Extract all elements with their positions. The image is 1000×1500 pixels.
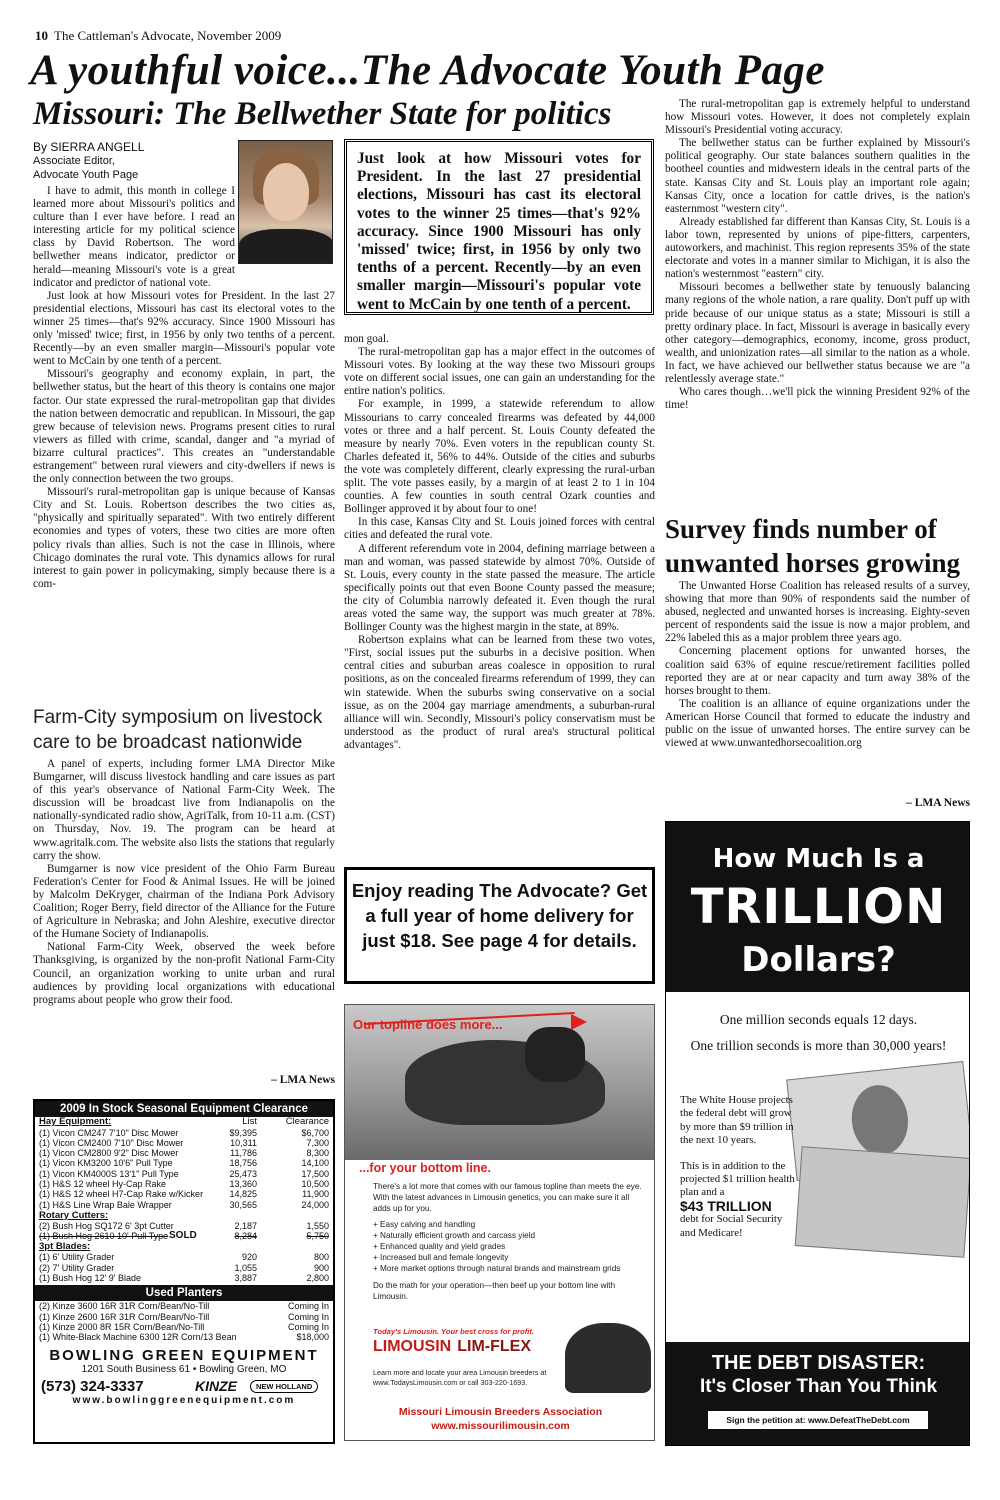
trillion-q3: Dollars? xyxy=(741,940,896,980)
kinze-logo: KINZE xyxy=(195,1378,237,1395)
item-name: (2) 7' Utility Grader xyxy=(39,1262,115,1273)
item-name: (1) White-Black Machine 6300 12R Corn/13 Bean xyxy=(39,1332,237,1343)
trillion-q2: TRILLION xyxy=(690,879,947,935)
list-item: + Naturally efficient growth and carcass yield xyxy=(373,1231,536,1240)
clearance-price: 24,000 xyxy=(301,1199,329,1210)
table-row xyxy=(35,1189,333,1199)
paragraph: Missouri's rural-metropolitan gap is unique because of Kansas City and St. Louis. Robertson describes the two cities as, "physically and spiritually separated". With two entirely different economies and types of voters, these two cities are more often policy rivals than allies. Such is not the case in Illinois, where Chicago dominates the rural vote. This dynamics allows for rural interest to gain power in policymaking, simply because there is a com- xyxy=(33,486,335,590)
paragraph: A different referendum vote in 2004, defining marriage between a man and woman, was passed statewide by almost 70%. Outside of St. Louis, every county in the state passed the measure. The article specifically points out that even Boone County passed the measure; the city of Columbia narrowly defeated it. Even though the rural areas voted the same way, the support was much greater at 78%. Bollinger County was the highest margin in the state, at 89%. xyxy=(344,542,655,634)
table-row xyxy=(35,1138,333,1148)
equipment-ad xyxy=(33,1099,335,1444)
sold-list-price: 8,284 xyxy=(234,1231,257,1242)
paragraph: The bellwether status can be further explained by Missouri's political geography. Our state balances southern qualities in the bootheel counties and midwestern ideals in the central parts of the state. Kansas City and St. Louis play an important role again; Kansas City, once a location for cattle drives, is the nation's easternmost "western city". xyxy=(665,137,970,215)
table-row xyxy=(35,1169,333,1179)
new-holland-logo: NEW HOLLAND xyxy=(250,1380,318,1393)
paragraph: Already established far different than Kansas City, St. Louis is a labor town, represented by unions of pipe-fitters, carpenters, autoworkers, and machinist. This region represents 35% of the state electorate and votes in a manner similar to Michigan, it is also the nation's westernmost "eastern" city. xyxy=(665,215,970,281)
farm-city-credit: – LMA News xyxy=(271,1074,335,1086)
table-row xyxy=(35,1252,333,1262)
paragraph: The rural-metropolitan gap is extremely helpful to understand how Missouri votes. However, it does not completely explain Missouri's Presidential voting accuracy. xyxy=(665,98,970,137)
dealer-contact xyxy=(35,1378,333,1395)
item-name: (1) 6' Utility Grader xyxy=(39,1252,115,1263)
dealer-name: BOWLING GREEN EQUIPMENT xyxy=(49,1346,319,1364)
cattle-photo xyxy=(345,1005,655,1160)
list-price: 14,825 xyxy=(229,1189,257,1200)
debt-amount: $43 TRILLION xyxy=(680,1197,772,1214)
equipment-title: 2009 In Stock Seasonal Equipment Clearance xyxy=(35,1101,333,1117)
item-name: (2) Bush Hog SQ172 6' 3pt Cutter xyxy=(39,1220,174,1231)
clearance-price: 1,550 xyxy=(306,1220,329,1231)
list-price: 11,786 xyxy=(230,1148,257,1159)
sold-clearance-price: 5,750 xyxy=(306,1231,329,1242)
list-price: $18,000 xyxy=(296,1332,329,1343)
sold-item: (1) Bush Hog 2610 10' Pull Type xyxy=(39,1231,169,1242)
blades-list xyxy=(35,1252,333,1283)
association-name: Missouri Limousin Breeders Association xyxy=(398,1406,603,1418)
debt-facts xyxy=(680,1094,800,1240)
planters-title: Used Planters xyxy=(35,1285,333,1301)
list-price: 13,360 xyxy=(229,1178,257,1189)
table-row xyxy=(35,1332,333,1342)
missouri-column-1 xyxy=(33,185,335,591)
list-price: Coming In xyxy=(287,1321,329,1332)
limousin-logos xyxy=(373,1338,531,1356)
item-name: (1) H&S 12 wheel Hy-Cap Rake xyxy=(39,1178,167,1189)
paragraph: A panel of experts, including former LMA Director Mike Bumgarner, will discuss livestock handling and care issues as part of this year's observance of National Farm-City Week. The discussion will be broadcast live from Indianapolis on the nationally-syndicated radio show, AgriTalk, from 10-11 a.m. (CST) on Thursday, Nov. 19. The program can be heard at www.agritalk.com. The website also lists the stations that regularly carry the show. xyxy=(33,758,335,862)
table-row xyxy=(35,1312,333,1322)
limousin-copy xyxy=(373,1181,648,1302)
list-price: 920 xyxy=(241,1252,257,1263)
list-item: + More market options through natural brands and mainstream grids xyxy=(373,1264,621,1273)
debt-fact-1: The White House projects the federal debt will grow by more than $9 trillion in the next 10 years. xyxy=(680,1094,794,1147)
debt-subheadline: It's Closer Than You Think xyxy=(699,1376,938,1397)
missouri-headline: Missouri: The Bellwether State for politics xyxy=(33,96,612,132)
list-price: 10,311 xyxy=(230,1137,257,1148)
paragraph: Who cares though…we'll pick the winning President 92% of the time! xyxy=(665,386,970,412)
planters-list xyxy=(35,1301,333,1342)
clearance-price: 8,300 xyxy=(306,1148,329,1159)
item-name: (1) Bush Hog 12' 9' Blade xyxy=(39,1273,141,1284)
paragraph: National Farm-City Week, observed the week before Thanksgiving, is organized by the non-profit National Farm-City Council, an organization working to unite urban and rural audiences by providing local organizations with educational programs about people who grow their food. xyxy=(33,941,335,1006)
table-row xyxy=(35,1128,333,1138)
byline-title: Associate Editor, xyxy=(33,155,115,167)
survey-headline: Survey finds number of unwanted horses growing xyxy=(665,514,961,578)
paragraph: In this case, Kansas City and St. Louis joined forces with central cities and defeated the rural vote. xyxy=(344,516,655,542)
list-price: 18,756 xyxy=(229,1158,257,1169)
debt-fact-2: This is in addition to the projected $1 trillion health plan and a xyxy=(680,1159,795,1199)
calves-photo xyxy=(565,1323,651,1393)
limousin-ad xyxy=(344,1004,655,1441)
item-name: (1) H&S 12 wheel H7-Cap Rake w/Kicker xyxy=(39,1189,204,1200)
list-price: 30,565 xyxy=(229,1199,257,1210)
equipment-header xyxy=(35,1117,333,1128)
rotary-label: Rotary Cutters: xyxy=(39,1209,109,1221)
debt-headline: THE DEBT DISASTER: xyxy=(711,1352,926,1374)
limousin-intro: There's a lot more that comes with our famous topline than meets the eye. With the latest advances in Limousin genetics, you can make sure it all adds up for you. xyxy=(373,1182,642,1213)
survey-credit: – LMA News xyxy=(906,797,970,809)
paragraph: I have to admit, this month in college I learned more about Missouri's politics and culture than I ever have before. I read an interesting article for my political science class by David Robertson. The word bellwether means indicator, predictor or herald—meaning Missouri's vote is a great indicator and predictor of national vote. xyxy=(33,185,235,289)
clearance-price: 7,300 xyxy=(306,1137,329,1148)
clearance-price: 11,900 xyxy=(302,1189,329,1200)
clearance-price: $6,700 xyxy=(301,1127,329,1138)
item-name: (1) Kinze 2600 16R 31R Corn/Bean/No-Till xyxy=(39,1311,210,1322)
paragraph: Missouri becomes a bellwether state by tenuously balancing many regions of the whole nation, a rare quality. Don't puff up with pride because of our unique status as a state; Missouri is still a pretty ordinary place. In fact, Missouri is average in basically every other category—demographics, economy, income, gross product, wealth, and unionization rates—all similar to the nation as a whole. In fact, we have achieved our bellwether status because we are "a relentlessly average state." xyxy=(665,281,970,385)
item-name: (1) Vicon KM3200 10'6" Pull Type xyxy=(39,1158,173,1169)
sold-row xyxy=(35,1231,333,1241)
limousin-tagline: Today's Limousin. Your best cross for profit. xyxy=(373,1327,535,1336)
list-header: List xyxy=(242,1116,257,1127)
item-name: (1) Vicon CM2400 7'10" Disc Mower xyxy=(39,1137,184,1148)
folio xyxy=(35,28,281,44)
farm-city-body xyxy=(33,758,335,1007)
paragraph: Concerning placement options for unwanted horses, the coalition said 63% of equine rescue/retirement facilities polled reported they are at or near capacity and turn away 38% of the horses brought to them. xyxy=(665,645,970,697)
missouri-column-3 xyxy=(665,98,970,412)
list-price: 3,887 xyxy=(234,1273,257,1284)
blades-label: 3pt Blades: xyxy=(39,1241,91,1253)
missouri-column-2 xyxy=(344,333,655,752)
clearance-price: 10,500 xyxy=(301,1178,329,1189)
limousin-contact: Learn more and locate your area Limousin breeders at www.TodaysLimousin.com or call 303-220-1693. xyxy=(373,1368,547,1387)
paragraph: Missouri's geography and economy explain, in part, the bellwether status, but the heart of this theory is contains one major factor. Our state expressed the rural-metropolitan gap that divides the nation between democratic and republican. In Missouri, the gap grew because of television news. Programs present cities to rural viewers as filled with crime, scandal, danger and "a myriad of bizarre cultural practices". This creates an "understandable estrangement" between rural viewers and city-dwellers if news is the only connection between the two groups. xyxy=(33,368,335,486)
limousin-association xyxy=(345,1405,655,1433)
clearance-price: 900 xyxy=(313,1262,329,1273)
paragraph: Robertson explains what can be learned from these two votes, "First, social issues put the suburbs in a decisive position. When central cities and suburban areas coalesce in opposition to rural positions, as on the concealed firearms referendum of 1999, they can win statewide. When the suburbs swing conservative on a social issue, as on the 2004 gay marriage amendments, a suburban-rural alliance will win. Secondly, Missouri's policy conservatism must be understood as the product of rural area's structural political advantages". xyxy=(344,634,655,751)
list-item: + Enhanced quality and yield grades xyxy=(373,1242,506,1251)
hay-list xyxy=(35,1128,333,1210)
debt-disaster-banner xyxy=(666,1342,970,1446)
trillion-fact: One trillion seconds is more than 30,000 years! xyxy=(690,1038,947,1053)
list-item: + Easy calving and handling xyxy=(373,1220,476,1229)
byline xyxy=(33,140,233,182)
paragraph: Bumgarner is now vice president of the Ohio Farm Bureau Federation's Center for Food & Animal Issues. He will be joined by Malcolm DeKryger, chairman of the Indiana Pork Advisory Coalition; Roger Berry, field director of the Alliance for the Future of Agriculture in Nebraska; and John Aleshire, executive director of the Humane Society of Indianapolis. xyxy=(33,862,335,941)
paragraph: Just look at how Missouri votes for President. In the last 27 presidential elections, Missouri has cast its electoral votes to the winner 25 times—that's 92% accuracy. Since 1900 Missouri has only 'missed' twice; first, in 1956 by only two tenths of a percent. Recently—by an even smaller margin—Missouri's popular vote went to McCain by one tenth of a percent. xyxy=(33,289,335,368)
limousin-topline: Our topline does more... xyxy=(353,1017,503,1032)
paragraph: The rural-metropolitan gap has a major effect in the outcomes of Missouri votes. By looking at the way these two Missouri groups vote on different social issues, one can gain an understanding for the entire nation's politics. xyxy=(344,346,655,398)
list-price: 25,473 xyxy=(229,1168,257,1179)
table-row xyxy=(35,1263,333,1273)
list-price: Coming In xyxy=(287,1311,329,1322)
association-website: www.missourilimousin.com xyxy=(431,1420,570,1432)
trillion-q1: How Much Is a xyxy=(712,844,925,874)
dealer-phone: (573) 324-3337 xyxy=(41,1377,144,1395)
limousin-logo: LIMOUSIN xyxy=(373,1338,452,1355)
subscription-ad: Enjoy reading The Advocate? Get a full year of home delivery for just $18. See page 4 for details. xyxy=(344,867,655,984)
limousin-bottom-line: ...for your bottom line. xyxy=(359,1161,491,1175)
masthead: A youthful voice...The Advocate Youth Page xyxy=(30,47,825,94)
table-row xyxy=(35,1200,333,1210)
limousin-benefits xyxy=(373,1219,648,1274)
paragraph: mon goal. xyxy=(344,333,389,345)
table-row xyxy=(35,1322,333,1332)
table-row xyxy=(35,1179,333,1189)
petition-link: Sign the petition at: www.DefeatTheDebt.com xyxy=(708,1411,928,1429)
list-price: 1,055 xyxy=(234,1262,257,1273)
survey-body xyxy=(665,580,970,750)
table-row xyxy=(35,1148,333,1158)
item-name: (1) Vicon KM4000S 13'1" Pull Type xyxy=(39,1168,179,1179)
paragraph: For example, in 1999, a statewide referendum to allow Missourians to carry concealed firearms was defeated by 44,000 votes or three and a half percent. St. Louis County defeated the measure by nearly 70%. Even voters in the republican county St. Charles defeated it, 56% to 44%. Outside of the cities and suburbs the vote was completely different, clearly expressing the rural-urban split. The vote passes easily, by a margin of at least 2 to 1 in 104 counties. A few counties in south central Ozark counties and Bollinger approved it by about four to one! xyxy=(344,398,655,516)
dollar-bill-image xyxy=(795,1146,970,1258)
farm-city-headline: Farm-City symposium on livestock care to be broadcast nationwide xyxy=(33,707,323,753)
item-name: (2) Kinze 3600 16R 31R Corn/Bean/No-Till xyxy=(39,1301,210,1312)
table-row xyxy=(35,1273,333,1283)
list-item: + Increased bull and female longevity xyxy=(373,1253,509,1262)
pull-quote: Just look at how Missouri votes for President. In the last 27 presidential elections, Missouri has cast its electoral votes to the winner 25 times—that's 92% accuracy. Since 1900 Missouri has only 'missed' twice; first, in 1956 by only two tenths of a percent. Recently—by an even smaller margin—Missouri's popular vote went to McCain by one tenth of a percent. xyxy=(344,139,654,315)
million-fact: One million seconds equals 12 days. xyxy=(719,1012,918,1027)
paragraph: The Unwanted Horse Coalition has released results of a survey, showing that more than 90% of respondents said the number of abused, neglected and unwanted horses is increasing. Eighty-seven percent of respondents said the issue is now a major problem, and 22% labeled this as a major problem three years ago. xyxy=(665,580,970,645)
list-price: 2,187 xyxy=(234,1220,257,1231)
hay-label: Hay Equipment: xyxy=(39,1117,112,1127)
item-name: (1) Kinze 2000 8R 15R Corn/Bean/No-Till xyxy=(39,1321,205,1332)
table-row xyxy=(35,1158,333,1168)
limousin-math: Do the math for your operation—then beef up your bottom line with Limousin. xyxy=(373,1281,616,1301)
list-price: Coming In xyxy=(287,1301,329,1312)
clearance-price: 2,800 xyxy=(306,1273,329,1284)
trillion-ad xyxy=(665,821,970,1446)
sold-badge: SOLD xyxy=(169,1230,197,1242)
publication-name: The Cattleman's Advocate, November 2009 xyxy=(54,28,282,43)
item-name: (1) Vicon CM2800 9'2" Disc Mower xyxy=(39,1148,179,1159)
dealer-address: 1201 South Business 61 • Bowling Green, MO xyxy=(81,1363,287,1375)
trillion-header xyxy=(666,822,970,992)
item-name: (1) H&S Line Wrap Bale Wrapper xyxy=(39,1199,172,1210)
table-row xyxy=(35,1301,333,1311)
clearance-price: 800 xyxy=(313,1252,329,1263)
item-name: (1) Vicon CM247 7'10" Disc Mower xyxy=(39,1127,179,1138)
limflex-logo: LIM-FLEX xyxy=(457,1338,531,1355)
dealer-website: www.bowlinggreenequipment.com xyxy=(72,1394,296,1406)
page-number: 10 xyxy=(35,28,48,43)
byline-name: By SIERRA ANGELL xyxy=(33,140,145,154)
byline-section: Advocate Youth Page xyxy=(33,169,139,181)
list-price: $9,395 xyxy=(229,1127,257,1138)
clearance-price: 17,500 xyxy=(301,1168,329,1179)
paragraph: The coalition is an alliance of equine organizations under the American Horse Council that formed to educate the industry and public on the issue of unwanted horses. The entire survey can be viewed at www.unwantedhorsecoalition.org xyxy=(665,697,970,750)
debt-fact-3: debt for Social Security and Medicare! xyxy=(680,1213,783,1239)
clearance-header: Clearance xyxy=(285,1116,329,1127)
clearance-price: 14,100 xyxy=(301,1158,329,1169)
